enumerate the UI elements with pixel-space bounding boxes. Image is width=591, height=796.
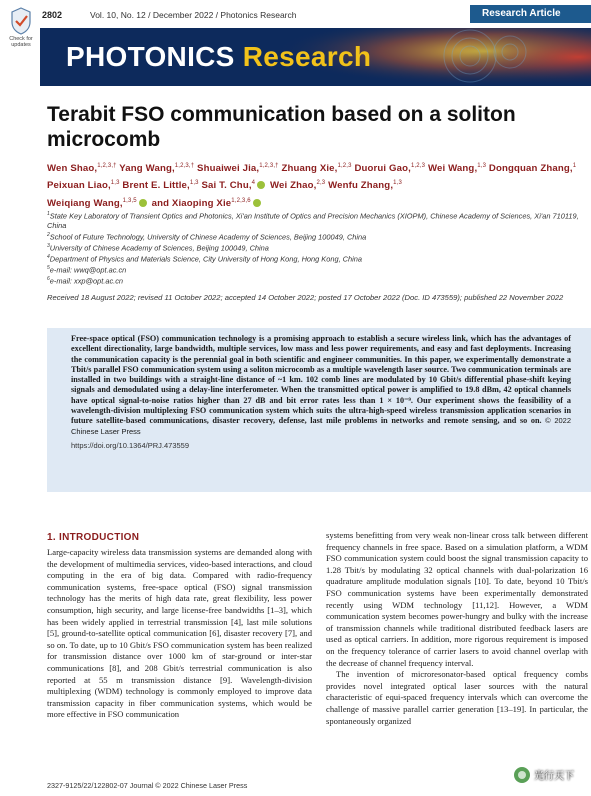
author[interactable]: Zhuang Xie,$^{1,2,3}$ — [281, 163, 352, 175]
orcid-icon[interactable] — [139, 199, 147, 207]
orcid-icon[interactable] — [257, 181, 265, 189]
author[interactable]: Duorui Gao,$^{1,2,3}$ — [354, 163, 426, 175]
author[interactable]: Shuaiwei Jia,$^{1,2,3,\dagger}$ — [197, 163, 279, 175]
page-header — [0, 0, 591, 48]
affiliations — [47, 210, 587, 286]
body-column-right — [326, 530, 588, 727]
author[interactable]: Weiqiang Wang,$^{1,3,5}$ — [47, 198, 149, 209]
author[interactable]: Wen Shao,$^{1,2,3,\dagger}$ — [47, 163, 117, 175]
brand-research: Research — [242, 41, 372, 72]
abstract-box — [47, 328, 591, 492]
journal-brand — [66, 41, 371, 73]
watermark-text: 光行天下 — [534, 771, 574, 782]
affiliation-item: $^1$State Key Laboratory of Transient Optics and Photonics, Xi'an Institute of Optics and Precision Mechanics (XIOPM), Chinese Academy of Sciences, Xi'an 710119, China — [47, 211, 579, 231]
article-title: Terabit FSO communication based on a soliton microcomb — [47, 103, 516, 151]
email-item[interactable]: $^5$e-mail: wwq@opt.ac.cn — [47, 264, 127, 275]
publication-dates: Received 18 August 2022; revised 11 October 2022; accepted 14 October 2022; posted 17 October 2022 (Doc. ID 473559); published 22 November 2022 — [47, 293, 564, 302]
check-for-updates-icon[interactable] — [8, 6, 34, 36]
doi-link[interactable]: https://doi.org/10.1364/PRJ.473559 — [71, 440, 190, 450]
author[interactable]: Wei Wang,$^{1,3}$ — [427, 163, 487, 175]
volume-info: Vol. 10, No. 12 / December 2022 / Photonics Research — [90, 10, 297, 20]
orcid-icon[interactable] — [253, 199, 261, 207]
abstract-copyright: © 2022 Chinese Laser Press — [71, 416, 572, 436]
body-paragraph: Large-capacity wireless data transmission systems are demanded along with the development of multimedia services, video-based interactions, and cloud computing in the era of big data. Compared with radio-frequency communication systems, free-space optical (FSO) signal transmission technology has the merits of high data rate, great flexibility, less power consumption, high security, and large license-free bandwidths [1–3], which has been widely applied in terrestrial transmission [4], last mile solutions [5], ground-to-satellite optical communication [6], disaster recovery [7], and so on. To date, up to 10 Gbit/s FSO communication system has been realized for transmission distance over 1000 km of star-ground or inter-star communications [8], and 208 Gbit/s terrestrial communication is also reported at 55 m transmission distance [9]. Wavelength-division multiplexing (WDM) technology is commonly employed to improve data transmission capacity in fiber communication systems, which would be more effective in FSO communication — [47, 547, 312, 720]
abstract-text: Free-space optical (FSO) communication technology is a promising approach to establish a secure wireless link, which has the advantages of excellent directionality, large bandwidth, multiple services, low mass and less power requirements, and easy and fast deployments. Increasing the communication capacity is the perennial goal in both scientific and engineer communities. In this paper, we experimentally demonstrate a Tbit/s parallel FSO communication system using a soliton microcomb as a multiple wavelength laser source. Two communication terminals are installed in two buildings with a straight-line distance of ~1 km. 102 comb lines are modulated by 10 Gbit/s differential phase-shift keying signals and demodulated using a delay-line interferometer. When the transmitted optical power is amplified to 19.8 dBm, 42 optical channels have optical signal-to-noise ratios higher than 27 dB and bit error rates less than 1 × 10⁻⁹. Our experiment shows the feasibility of a wavelength-division multiplexing FSO communication system which suits the ultra-high-speed wireless transmission application scenarios in future satellite-based communications, disaster recovery, defense, last mile problems in networks and remote sensing, and so on. © 2022 Chinese Laser Press — [71, 334, 572, 436]
author[interactable]: Dongquan Zhang,$^1$ — [488, 163, 577, 175]
brand-photonics: PHOTONICS — [66, 41, 235, 72]
author[interactable]: Peixuan Liao,$^{1,3}$ — [47, 180, 120, 192]
author[interactable]: Brent E. Little,$^{1,3}$ — [122, 180, 199, 192]
affiliation-item: $^4$Department of Physics and Materials Science, City University of Hong Kong, Hong Kong, China — [47, 253, 362, 264]
body-column-left — [47, 547, 312, 721]
author[interactable]: Wei Zhao,$^{2,3}$ — [269, 180, 326, 192]
article-type-label: Research Article — [470, 5, 591, 23]
author[interactable]: Yang Wang,$^{1,2,3,\dagger}$ — [119, 163, 195, 175]
page-footer: 2327-9125/22/122802-07 Journal © 2022 Chinese Laser Press — [47, 781, 248, 790]
page-number: 2802 — [42, 10, 63, 20]
author[interactable]: and Xiaoping Xie$^{1,2,3,6}$ — [152, 198, 263, 209]
body-paragraph: The invention of microresonator-based optical frequency combs provides novel integrated optical laser sources with the natural characteristic of equi-spaced frequency intervals which can overcome the challenge of massive parallel carrier generation [13–19]. In particular, the spontaneously organized — [326, 669, 588, 726]
author[interactable]: Wenfu Zhang,$^{1,3}$ — [328, 180, 402, 192]
author[interactable]: Sai T. Chu,$^4$ — [201, 180, 267, 191]
check-for-updates-label[interactable]: Check for updates — [9, 36, 33, 48]
author-list — [47, 159, 587, 211]
affiliation-item: $^3$University of Chinese Academy of Sciences, Beijing 100049, China — [47, 242, 269, 253]
body-paragraph: systems benefitting from very weak non-linear cross talk between different frequency channels in free space. Based on a simulation platform, a WDM FSO communication system could boost the signal transmission capacity to 1.28 Tbit/s by modulating 32 optical channels with dual-polarization 16 quadrature amplitude modulation signals [10]. To date, beyond 10 Tbit/s FSO communication systems have been experimentally demonstrated recently using WDM technology [11,12]. However, a WDM communication system becomes power-hungry and bulky with the increase of transmission channels while traditional distributed feedback lasers are used as optical carriers. In addition, more rigorous requirement is imposed on the frequency tolerance of carrier lasers to avoid channel overlap with the decrease of channel frequency interval. — [326, 530, 588, 668]
email-item[interactable]: $^6$e-mail: xxp@opt.ac.cn — [47, 275, 124, 286]
journal-banner — [40, 28, 591, 86]
section-heading: 1. INTRODUCTION — [47, 532, 140, 543]
affiliation-item: $^2$School of Future Technology, University of Chinese Academy of Sciences, Beijing 100049, China — [47, 231, 367, 242]
